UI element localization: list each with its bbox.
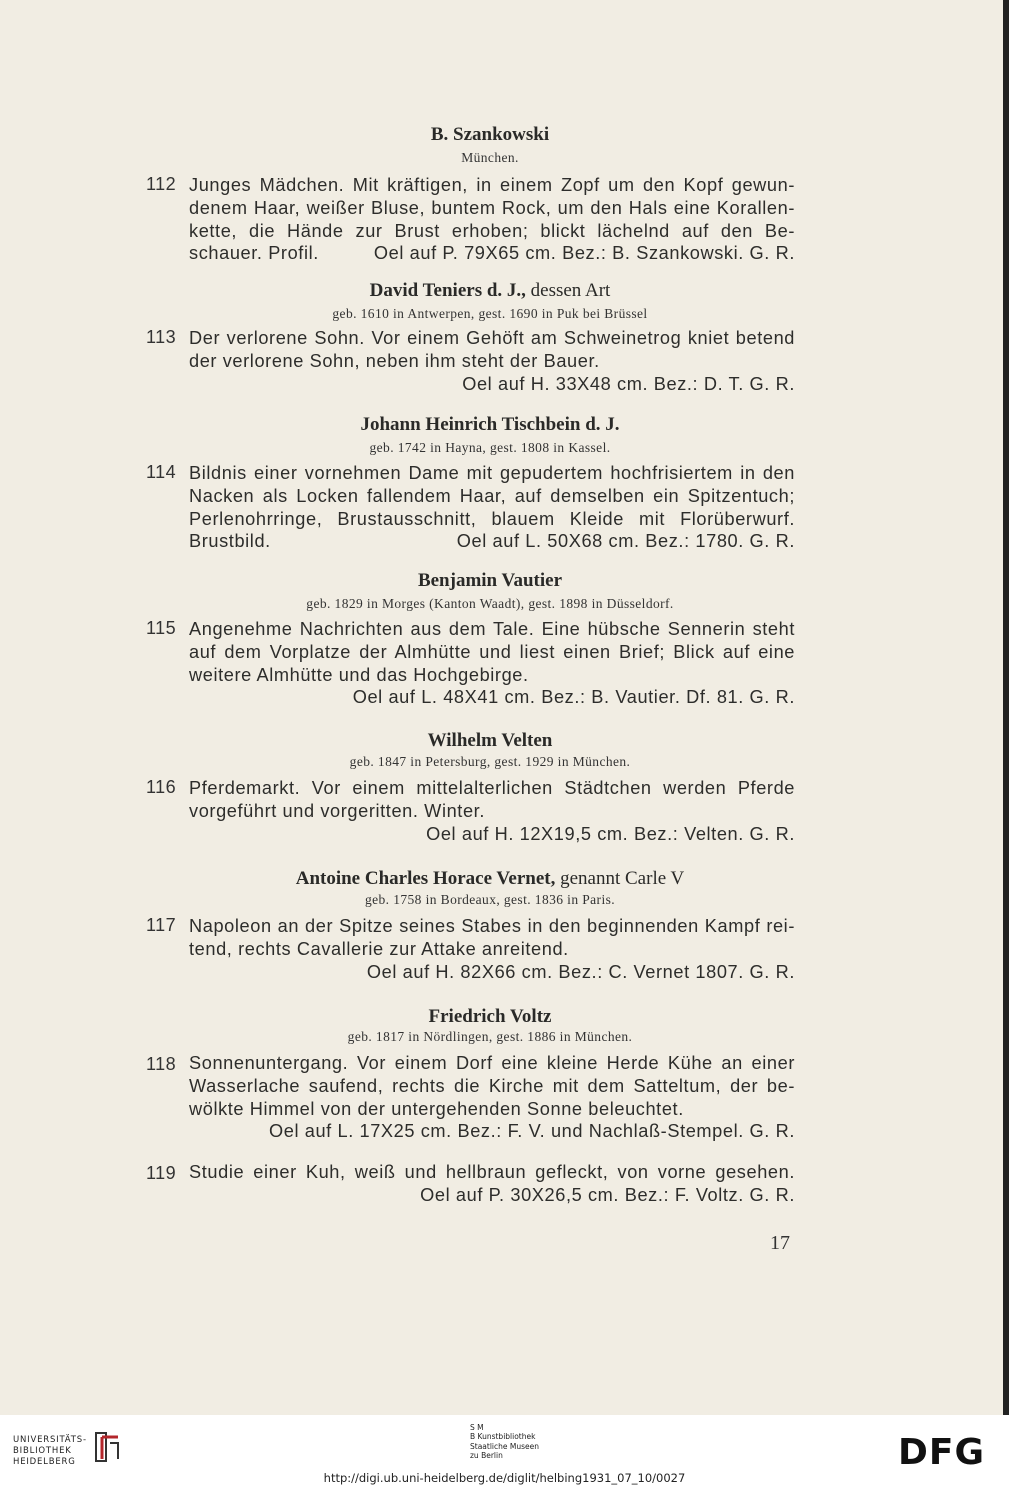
library-name[interactable] xyxy=(13,1435,87,1468)
smb-logo-line: Staatliche Museen xyxy=(470,1441,539,1451)
text-fragment: Brustbild. xyxy=(189,531,271,552)
artist-bio: geb. 1817 in Nördlingen, gest. 1886 in München. xyxy=(347,1029,633,1044)
text-line: auf dem Vorplatze der Almhütte und liest einen Brief; Blick auf eine xyxy=(189,641,795,662)
text-line: Bildnis einer vornehmen Dame mit gepudertem hochfrisiertem in den xyxy=(189,463,795,483)
page-url-link[interactable]: http://digi.ub.uni-heidelberg.de/diglit/helbing1931_07_10/0027 xyxy=(323,1471,686,1485)
artist-bio: geb. 1829 in Morges (Kanton Waadt), gest. 1898 in Düsseldorf. xyxy=(306,596,674,611)
page-number: 17 xyxy=(770,1232,790,1254)
lot-description xyxy=(189,915,795,983)
lot-number: 115 xyxy=(146,618,177,638)
lot-details: Oel auf H. 33X48 cm. Bez.: D. T. G. R. xyxy=(462,373,795,394)
lot-details: Oel auf L. 48X41 cm. Bez.: B. Vautier. Df. 81. G. R. xyxy=(352,687,795,708)
lot-number: 112 xyxy=(146,174,177,194)
lot-description xyxy=(189,1052,795,1143)
artist-attribution: genannt Carle V xyxy=(560,868,685,889)
smb-logo-line: B Kunstbibliothek xyxy=(470,1432,536,1442)
text-line: Nacken als Locken fallendem Haar, auf demselben ein Spitzentuch; xyxy=(189,485,795,506)
lot-number: 119 xyxy=(146,1163,177,1183)
text-line: vorgeführt und vorgeritten. Winter. xyxy=(189,800,485,821)
lot-number: 117 xyxy=(146,915,177,935)
smb-logo-line: S M xyxy=(470,1423,484,1432)
smb-logo-line: zu Berlin xyxy=(470,1451,503,1461)
text-line: Sonnenuntergang. Vor einem Dorf eine kleine Herde Kühe an einer xyxy=(189,1053,795,1073)
text-line xyxy=(189,530,795,553)
lot-details: Oel auf L. 17X25 cm. Bez.: F. V. und Nachlaß-Stempel. G. R. xyxy=(268,1121,795,1142)
dfg-logo-text: DFG xyxy=(898,1435,986,1467)
lot-number: 116 xyxy=(146,777,177,797)
artist-bio: geb. 1610 in Antwerpen, gest. 1690 in Puk bei Brüssel xyxy=(332,306,648,321)
artist-name: Benjamin Vautier xyxy=(417,570,563,591)
artist-bio: geb. 1758 in Bordeaux, gest. 1836 in Paris. xyxy=(364,892,616,907)
artist-bio: geb. 1847 in Petersburg, gest. 1929 in München. xyxy=(349,754,631,769)
text-line: Napoleon an der Spitze seines Stabes in den beginnenden Kampf rei- xyxy=(189,916,795,936)
text-line: Der verlorene Sohn. Vor einem Gehöft am Schweinetrog kniet betend xyxy=(189,328,795,348)
artist-name: B. Szankowski xyxy=(430,124,550,145)
text-line xyxy=(189,242,795,265)
artist-bio: geb. 1742 in Hayna, gest. 1808 in Kassel. xyxy=(369,440,611,455)
smb-logo[interactable] xyxy=(470,1423,539,1461)
text-line: weitere Almhütte und das Hochgebirge. xyxy=(189,664,529,685)
text-line: Wasserlache saufend, rechts die Kirche mit dem Satteltum, der be- xyxy=(189,1075,795,1096)
lot-description xyxy=(189,618,795,709)
text-line: Perlenohrringe, Brustausschnitt, blauem Kleide mit Florüberwurf. xyxy=(189,508,795,529)
text-line: tend, rechts Cavallerie zur Attake anreitend. xyxy=(189,938,569,959)
lot-details: Oel auf P. 79X65 cm. Bez.: B. Szankowski. G. R. xyxy=(373,243,795,264)
library-name-line: UNIVERSITÄTS- xyxy=(13,1435,87,1445)
text-fragment: schauer. Profil. xyxy=(189,243,319,264)
university-library-logo-icon[interactable] xyxy=(92,1429,122,1465)
text-line: Studie einer Kuh, weiß und hellbraun gefleckt, von vorne gesehen. xyxy=(189,1162,795,1182)
lot-details: Oel auf H. 82X66 cm. Bez.: C. Vernet 1807. G. R. xyxy=(366,961,795,982)
text-line: Angenehme Nachrichten aus dem Tale. Eine hübsche Sennerin steht xyxy=(189,619,795,639)
library-name-line: BIBLIOTHEK xyxy=(13,1446,72,1456)
lot-description xyxy=(189,462,795,553)
artist-name: Antoine Charles Horace Vernet, genannt Carle V xyxy=(295,868,685,889)
library-name-line: HEIDELBERG xyxy=(13,1457,76,1467)
lot-details: Oel auf H. 12X19,5 cm. Bez.: Velten. G. R. xyxy=(426,823,795,844)
text-line: Pferdemarkt. Vor einem mittelalterlichen Städtchen werden Pferde xyxy=(189,778,795,798)
text-line: kette, die Hände zur Brust erhoben; blickt lächelnd auf den Be- xyxy=(189,220,795,241)
lot-details: Oel auf P. 30X26,5 cm. Bez.: F. Voltz. G. R. xyxy=(420,1184,795,1205)
artist-attribution: dessen Art xyxy=(530,280,611,301)
lot-description xyxy=(189,1161,795,1207)
text-line: der verlorene Sohn, neben ihm steht der Bauer. xyxy=(189,350,600,371)
text-line: Junges Mädchen. Mit kräftigen, in einem Zopf um den Kopf gewun- xyxy=(189,175,795,195)
lot-number: 118 xyxy=(146,1054,177,1074)
artist-bio: München. xyxy=(461,150,519,165)
lot-details: Oel auf L. 50X68 cm. Bez.: 1780. G. R. xyxy=(456,531,795,552)
lot-description xyxy=(189,777,795,845)
artist-name: Johann Heinrich Tischbein d. J. xyxy=(360,414,620,435)
artist-name: David Teniers d. J., dessen Art xyxy=(369,280,611,301)
viewer-footer xyxy=(0,1415,1009,1488)
lot-number: 114 xyxy=(146,462,177,482)
dfg-logo-icon[interactable] xyxy=(898,1435,994,1467)
lot-number: 113 xyxy=(146,327,177,347)
lot-description xyxy=(189,174,795,265)
artist-name: Friedrich Voltz xyxy=(428,1006,552,1027)
text-line: denem Haar, weißer Bluse, buntem Rock, um den Hals eine Korallen- xyxy=(189,197,795,218)
artist-name: Wilhelm Velten xyxy=(427,730,553,751)
text-line: wölkte Himmel von der untergehenden Sonne beleuchtet. xyxy=(189,1098,684,1119)
lot-description xyxy=(189,327,795,395)
